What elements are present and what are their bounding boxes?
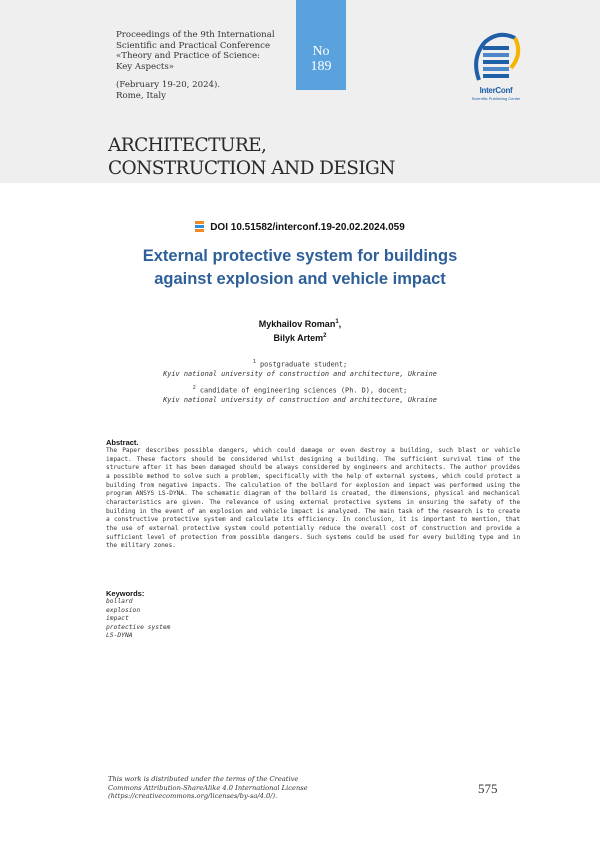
author-name: Mykhailov Roman: [258, 319, 336, 329]
keyword-item: explosion: [106, 606, 141, 614]
page-number: 575: [478, 781, 498, 796]
keywords-label: Keywords:: [106, 589, 145, 598]
license-link[interactable]: (https://creativecommons.org/licenses/by-sa/4.0/).: [108, 792, 278, 801]
author-comma: ,: [338, 319, 342, 329]
paper-title: [80, 245, 520, 291]
keyword-item: protective system: [106, 623, 171, 631]
affiliation-role: postgraduate student;: [260, 360, 348, 369]
logo-subtitle: Scientific Publishing Center: [471, 96, 521, 101]
conference-line: Key Aspects»: [116, 61, 174, 72]
abstract-label: Abstract.: [106, 438, 139, 447]
section-title: [108, 134, 528, 180]
affiliation-role: candidate of engineering sciences (Ph. D), docent;: [199, 386, 408, 395]
paper-title-line: against explosion and vehicle impact: [154, 270, 446, 288]
conference-date: (February 19-20, 2024).: [116, 80, 221, 91]
paper-title-line: External protective system for buildings: [142, 247, 458, 265]
keyword-item: LS-DYNA: [106, 632, 133, 640]
affiliation-org: Kyiv national university of construction and architecture, Ukraine: [163, 395, 437, 404]
author-name: Bilyk Artem: [273, 333, 324, 343]
author: [0, 316, 600, 330]
doi-line: [0, 221, 600, 233]
affiliation-sup: 2: [192, 385, 196, 391]
keyword-item: impact: [106, 615, 129, 623]
license-line: This work is distributed under the terms of the Creative: [108, 775, 299, 783]
affiliation-org: Kyiv national university of construction and architecture, Ukraine: [163, 369, 437, 378]
keyword-item: bollard: [106, 598, 133, 605]
section-title-line: CONSTRUCTION AND DESIGN: [108, 158, 395, 179]
conference-line: Proceedings of the 9th International: [116, 30, 275, 40]
conference-line: Scientific and Practical Conference: [116, 40, 271, 51]
issue-number: 189: [310, 59, 332, 74]
license-notice: [108, 775, 358, 801]
section-title-line: ARCHITECTURE,: [108, 135, 267, 156]
doi-link[interactable]: DOI 10.51582/interconf.19-20.02.2024.059: [210, 222, 405, 233]
license-line: Commons Attribution-ShareAlike 4.0 International License: [108, 783, 308, 792]
issue-label: No: [312, 44, 330, 59]
affiliation-sup: 1: [252, 359, 256, 365]
conference-line: «Theory and Practice of Science:: [116, 51, 260, 62]
logo-text: InterConf: [479, 86, 513, 95]
authors: [0, 316, 600, 344]
doi-icon: [195, 221, 204, 232]
affiliation: [100, 358, 500, 379]
issue-number-box: [296, 0, 346, 90]
author: [0, 330, 600, 344]
conference-info: [116, 30, 286, 102]
author-sup: 2: [323, 333, 327, 339]
abstract-text: The Paper describes possible dangers, which could damage or even destroy a building, such blast or vehicle impact. These factors should be considered whilst designing a building. The sufficient survival time of the structure after it has been damaged should be always considered by engineers and architects. The author provides a possible method to solve such a problem, specifically with the help of external systems, which could protect a building from negative impacts. The calculation of the bollard for explosion and impact was performed using the program ANSYS LS-DYNA. The schematic diagram of the bollard is created, the dimensions, physical and mechanical characteristics are given. The relevance of using external protective systems in ensuring the safety of the building in the event of an explosion and vehicle impact is analyzed. The main task of the research is to create a constructive protective system and calculate its efficiency. In conclusion, it is important to mention, that the use of external protective system could potentially reduce the overall cost of construction and provide a sufficient level of protection from possible dangers. Such systems could be used for every building type and in the military zones.: [106, 447, 520, 550]
keywords-list: [106, 598, 170, 641]
affiliation: [100, 384, 500, 405]
author-sup: 1: [335, 319, 339, 325]
conference-location: Rome, Italy: [116, 90, 166, 101]
